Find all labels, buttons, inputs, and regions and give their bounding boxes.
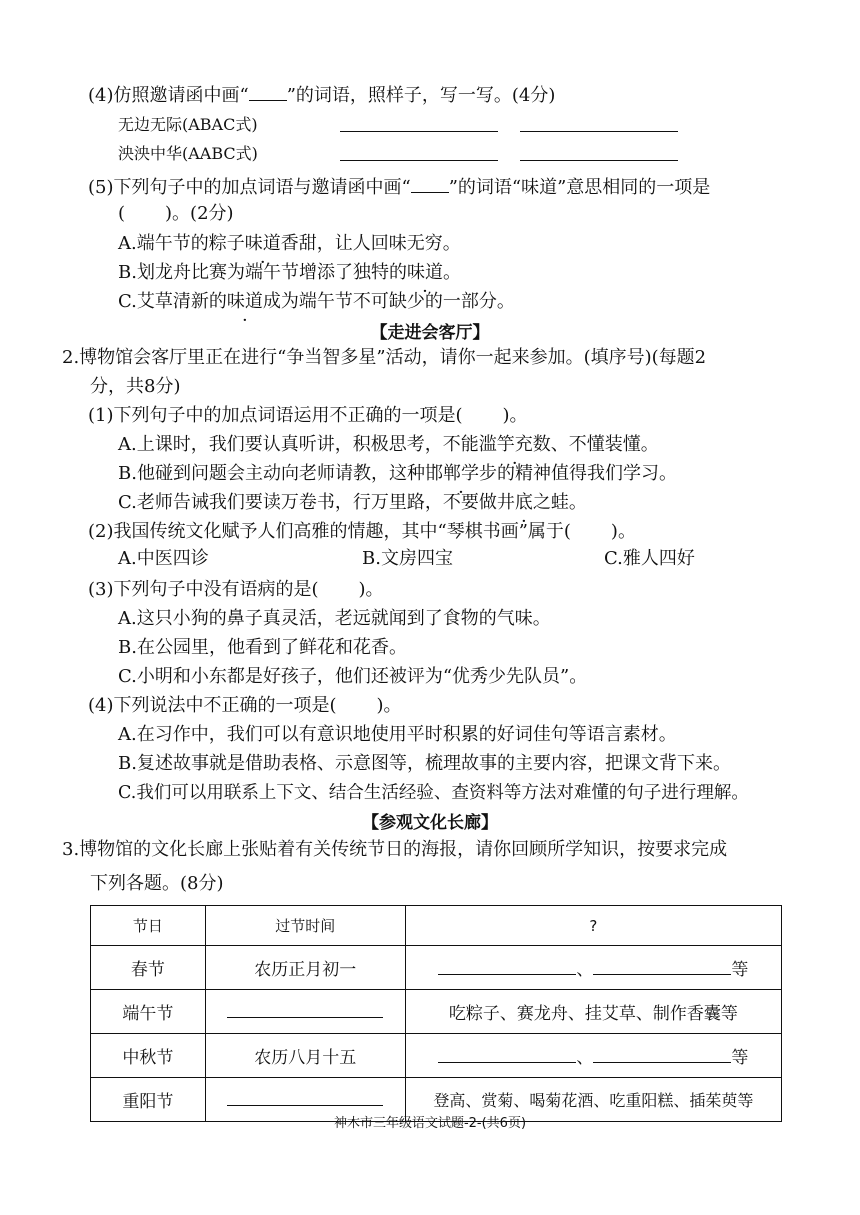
q2-sub1-option-b: B.他碰到问题会主动向老师请教，这种邯郸学步的精神值得我们学习。 [118, 463, 677, 484]
time-cell: 农历八月十五 [205, 1034, 405, 1078]
answer-blank[interactable] [340, 160, 498, 161]
table-header-row [91, 906, 782, 946]
underline-sample [249, 82, 287, 101]
custom-cell: 登高、赏菊、喝菊花酒、吃重阳糕、插茱萸等 [405, 1078, 781, 1122]
answer-blank[interactable] [438, 958, 576, 975]
column-header: 节日 [91, 906, 206, 946]
q2-sub2-stem: (2)我国传统文化赋予人们高雅的情趣，其中“琴棋书画”属于( )。 [88, 521, 636, 542]
q1-sub4-stem: (4)仿照邀请函中画“ ”的词语，照样子，写一写。(4分) [88, 82, 555, 108]
q2-stem: 2.博物馆会客厅里正在进行“争当智多星”活动，请你一起来参加。(填序号)(每题2 [62, 347, 707, 368]
column-header: ? [405, 906, 781, 946]
q2-sub3-option-b: B.在公园里，他看到了鲜花和花香。 [118, 637, 407, 658]
festival-cell: 春节 [91, 946, 206, 990]
dotted-word: 味道 [406, 262, 443, 283]
q1-sub5-option-a: A.端午节的粽子味道香甜，让人回味无穷。 [118, 233, 461, 254]
time-cell [205, 990, 405, 1034]
q2-sub4-option-b: B.复述故事就是借助表格、示意图等，梳理故事的主要内容，把课文背下来。 [118, 753, 731, 774]
answer-blank[interactable] [227, 1089, 383, 1106]
custom-cell: 、 等 [405, 1034, 781, 1078]
underline-sample [411, 174, 449, 193]
answer-blank[interactable] [227, 1001, 383, 1018]
column-header: 过节时间 [205, 906, 405, 946]
q2-sub3-stem: (3)下列句子中没有语病的是( )。 [88, 579, 384, 600]
custom-cell: 吃粽子、赛龙舟、挂艾草、制作香囊等 [405, 990, 781, 1034]
table-row [91, 1034, 782, 1078]
answer-blank[interactable] [520, 131, 678, 132]
custom-cell: 、 等 [405, 946, 781, 990]
q1-sub4-row2-label: 泱泱中华(AABC式) [118, 144, 258, 163]
answer-blank[interactable] [593, 1046, 731, 1063]
q2-sub4-stem: (4)下列说法中不正确的一项是( )。 [88, 695, 402, 716]
festival-cell: 端午节 [91, 990, 206, 1034]
answer-blank[interactable] [438, 1046, 576, 1063]
q2-sub2-option-b: B.文房四宝 [362, 548, 453, 569]
q1-sub5-option-b: B.划龙舟比赛为端午节增添了独特的味道。 [118, 262, 461, 283]
page-footer: 神木市三年级语文试题-2-(共6页) [333, 1116, 527, 1131]
q1-sub5-stem: (5)下列句子中的加点词语与邀请函中画“ ”的词语“味道”意思相同的一项是 [88, 174, 710, 200]
q2-sub2-option-c: C.雅人四好 [604, 548, 695, 569]
q2-sub4-option-a: A.在习作中，我们可以有意识地使用平时积累的好词佳句等语言素材。 [118, 724, 677, 745]
q2-stem-cont: 分，共8分) [90, 376, 181, 397]
answer-blank[interactable] [520, 160, 678, 161]
q2-sub1-option-c: C.老师告诫我们要读万卷书，行万里路，不要做井底之蛙 ·。 [118, 491, 587, 515]
festival-table [90, 905, 782, 1122]
answer-blank[interactable] [593, 958, 731, 975]
table-row [91, 946, 782, 990]
section-heading: 【参观文化长廊】 [362, 813, 498, 833]
dotted-word: 做井底之蛙 · [479, 491, 569, 515]
dotted-word: 味道 [226, 291, 263, 312]
q2-sub2-option-a: A.中医四诊 [118, 548, 209, 569]
q2-sub1-option-a: A.上课时，我们要认真听讲，积极思考，不能滥竽充数、不懂装懂。 [118, 434, 659, 455]
festival-cell: 重阳节 [91, 1078, 206, 1122]
time-cell: 农历正月初一 [205, 946, 405, 990]
q1-sub4-row1-label: 无边无际(ABAC式) [118, 115, 258, 134]
q1-sub5-answer-line: ( )。(2分) [118, 203, 234, 224]
q2-sub4-option-c: C.我们可以用联系上下文、结合生活经验、查资料等方法对难懂的句子进行理解。 [118, 783, 749, 803]
section-heading: 【走进会客厅】 [370, 323, 490, 343]
dotted-word: 味道 [244, 233, 281, 254]
q1-sub5-option-c: C.艾草清新的味道成为端午节不可缺少的一部分。 [118, 291, 515, 312]
q2-sub1-stem: (1)下列句子中的加点词语运用不正确的一项是( )。 [88, 405, 528, 426]
q3-stem: 3.博物馆的文化长廊上张贴着有关传统节日的海报，请你回顾所学知识，按要求完成 [62, 839, 728, 860]
festival-cell: 中秋节 [91, 1034, 206, 1078]
dotted-word: 邯郸学步 [424, 463, 497, 484]
q2-sub3-option-a: A.这只小狗的鼻子真灵活，老远就闻到了食物的气味。 [118, 608, 551, 629]
q2-sub3-option-c: C.小明和小东都是好孩子，他们还被评为“优秀少先队员”。 [118, 666, 588, 687]
q3-stem-cont: 下列各题。(8分) [90, 873, 224, 894]
dotted-word: 滥竽充数 [478, 434, 551, 455]
table-row [91, 990, 782, 1034]
answer-blank[interactable] [340, 131, 498, 132]
